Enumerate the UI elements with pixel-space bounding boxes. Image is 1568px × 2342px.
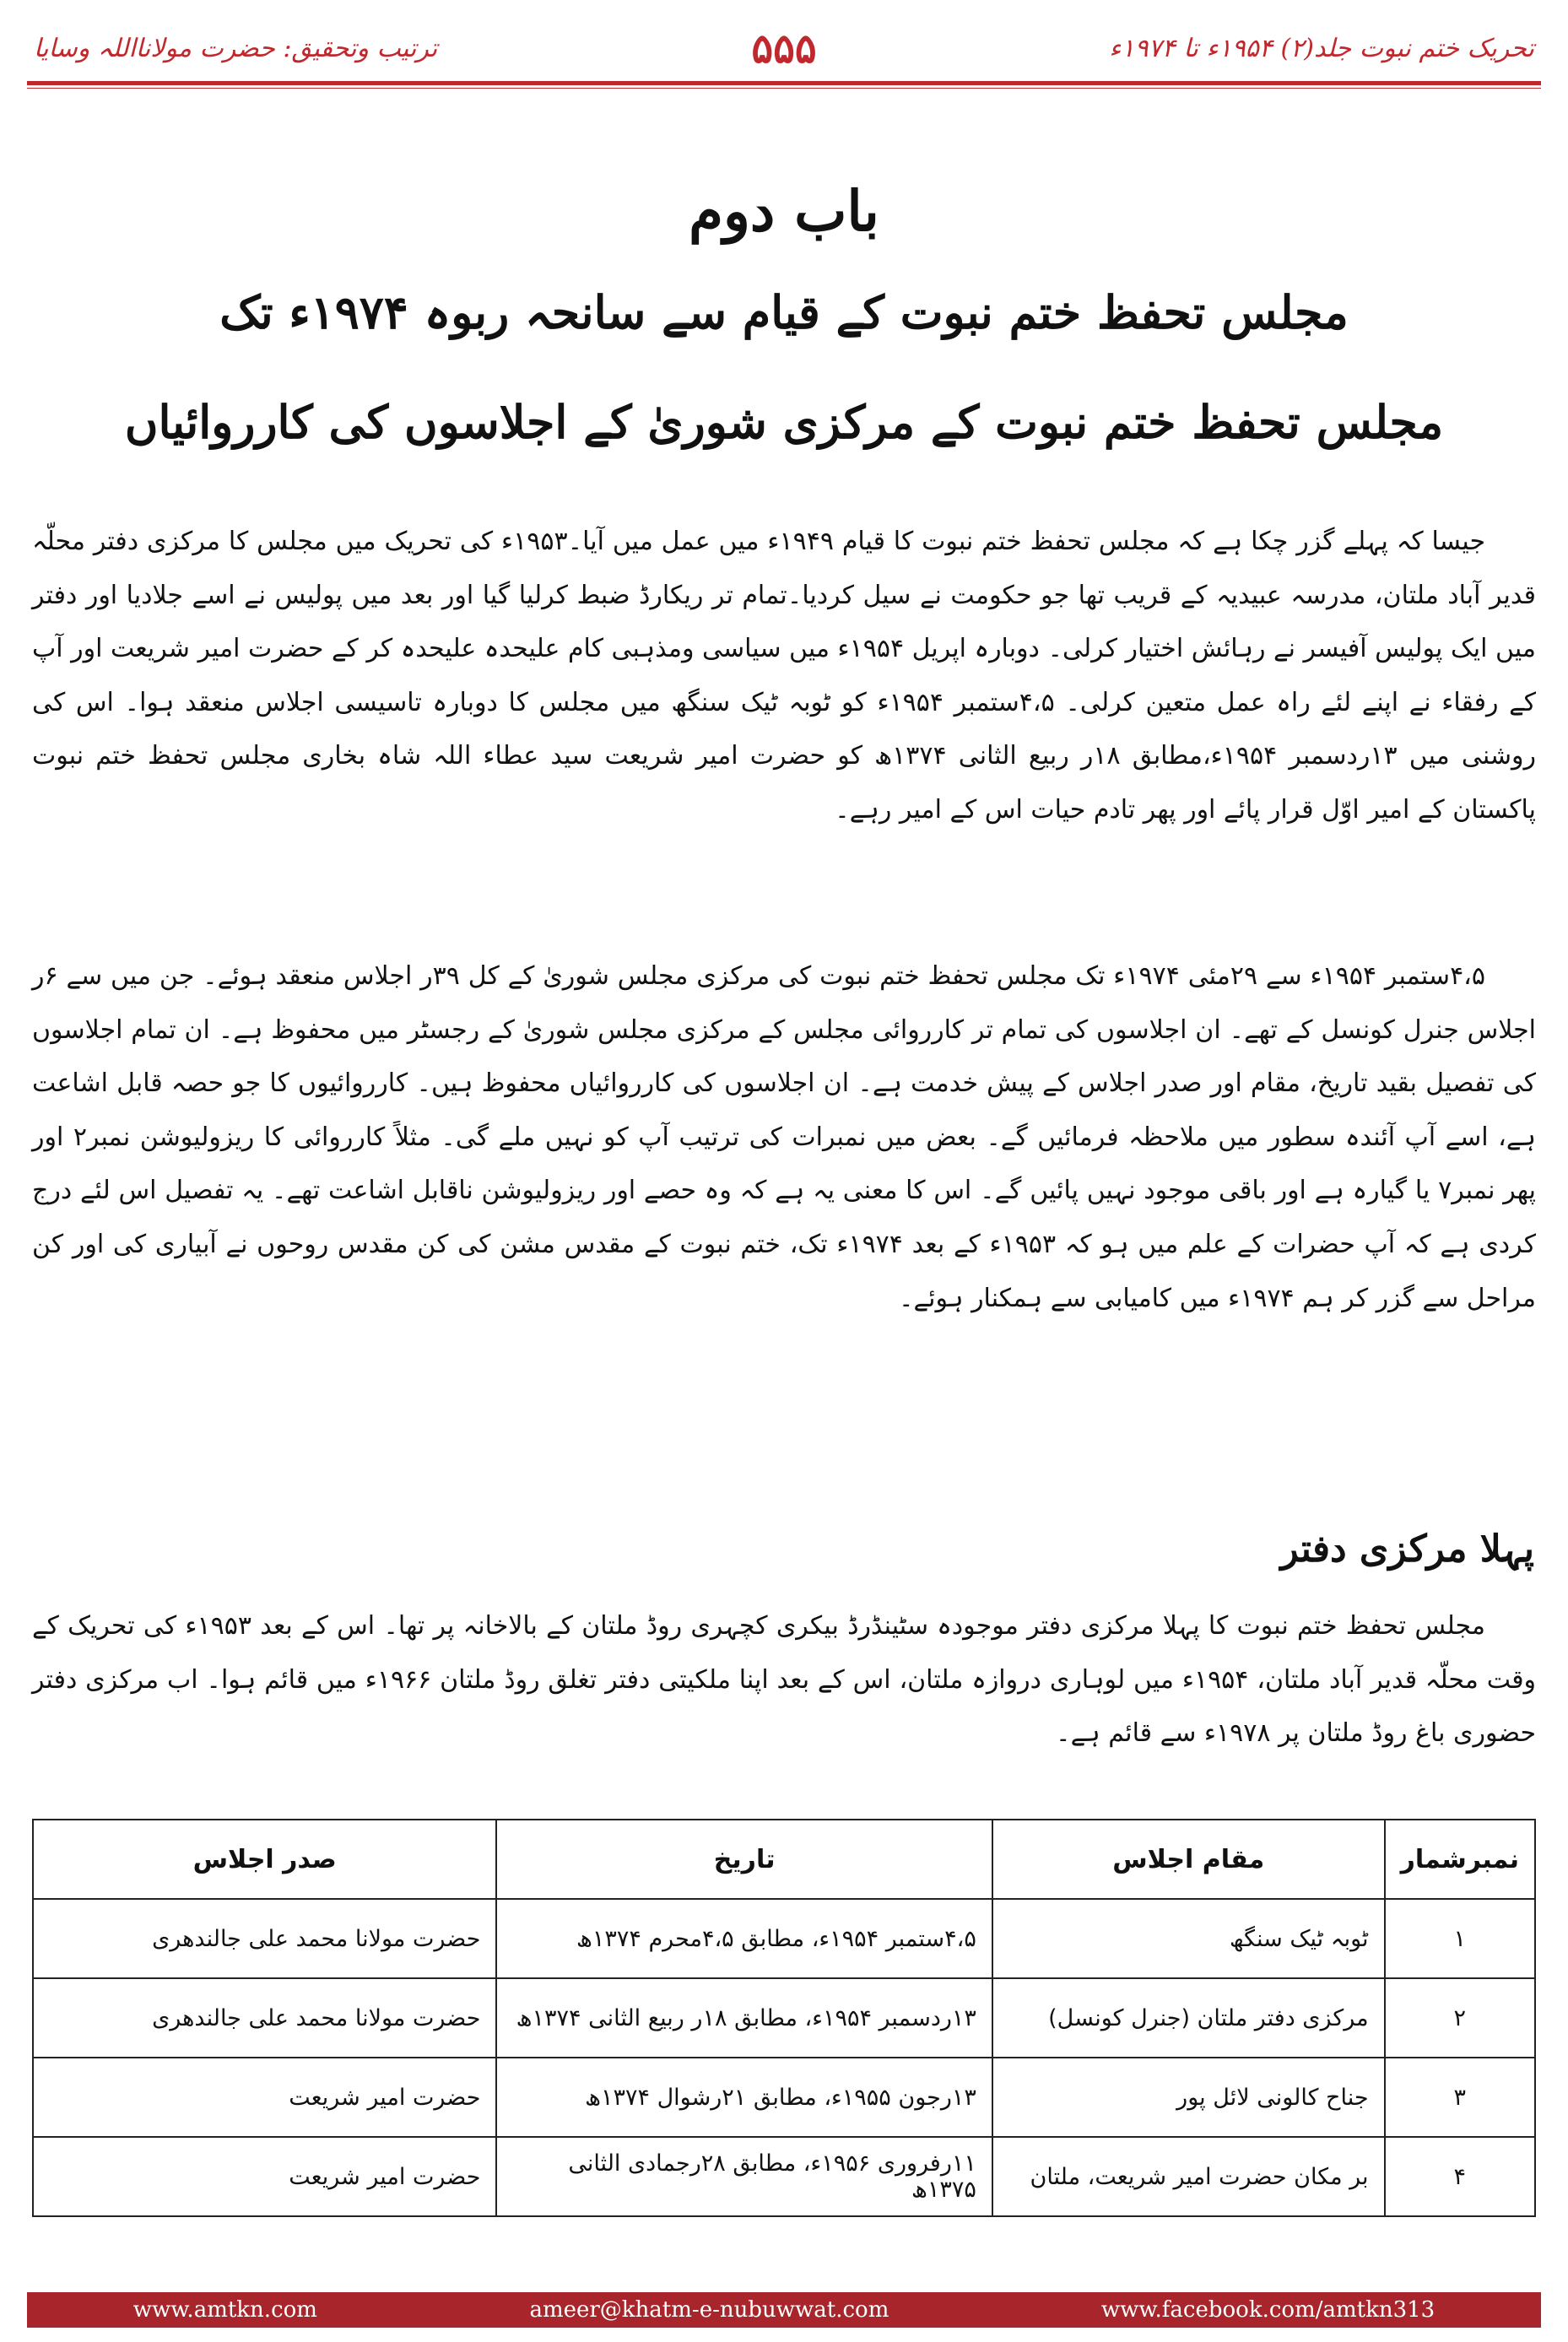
facebook-link[interactable]: www.facebook.com/amtkn313: [1100, 2297, 1436, 2323]
table-row: [33, 2137, 1535, 2216]
section-title: مجلس تحفظ ختم نبوت کے مرکزی شوریٰ کے اجلاسوں کی کارروائیاں: [124, 395, 1444, 449]
paragraph-1: جیسا کہ پہلے گزر چکا ہے کہ مجلس تحفظ ختم نبوت کا قیام ۱۹۴۹ء میں عمل میں آیا۔۱۹۵۳ء کی تحریک میں مجلس کا مرکزی دفتر محلّہ قدیر آباد ملتان، مدرسہ عبیدیہ کے قریب تھا جو حکومت نے سیل کردیا۔تمام تر ریکارڈ ضبط کرلیا گیا اور بعد میں پولیس نے اسے جلادیا اور دفتر میں ایک پولیس آفیسر نے رہائش اختیار کرلی۔ دوبارہ اپریل ۱۹۵۴ء میں سیاسی ومذہبی کام علیحدہ علیحدہ کر کے حضرت امیر شریعت اور آپ کے رفقاء نے اپنے لئے راہ عمل متعین کرلی۔ ۴،۵ستمبر ۱۹۵۴ء کو ٹوبہ ٹیک سنگھ میں مجلس کا دوبارہ تاسیسی اجلاس منعقد ہوا۔ اس کی روشنی میں ۱۳ردسمبر ۱۹۵۴ء،مطابق ۱۸ر ربیع الثانی ۱۳۷۴ھ کو حضرت امیر شریعت سید عطاء اللہ شاہ بخاری مجلس تحفظ ختم نبوت پاکستان کے امیر اوّل قرار پائے اور پھر تادم حیات اس کے امیر رہے۔: [32, 527, 1537, 825]
cell-num: ۴: [1385, 2137, 1535, 2216]
cell-place: جناح کالونی لائل پور: [992, 2058, 1385, 2137]
cell-place: بر مکان حضرت امیر شریعت، ملتان: [992, 2137, 1385, 2216]
table-row: [33, 1978, 1535, 2058]
cell-president: حضرت مولانا محمد علی جالندھری: [33, 1978, 496, 2058]
page-header: [34, 25, 1534, 78]
table-row: [33, 1899, 1535, 1978]
cell-president: حضرت مولانا محمد علی جالندھری: [33, 1899, 496, 1978]
sessions-table: [32, 1819, 1536, 2217]
cell-num: ۲: [1385, 1978, 1535, 2058]
chapter-subtitle: مجلس تحفظ ختم نبوت کے قیام سے سانحہ ربوہ ۱۹۷۴ء تک: [219, 285, 1349, 339]
chapter-title: باب دوم: [689, 178, 879, 244]
email-link[interactable]: ameer@khatm-e-nubuwwat.com: [529, 2297, 889, 2323]
cell-place: ٹوبہ ٹیک سنگھ: [992, 1899, 1385, 1978]
paragraph-sessions: [32, 949, 1536, 1325]
header-rule: [27, 81, 1541, 85]
page-footer: [27, 2292, 1541, 2328]
cell-date: ۴،۵ستمبر ۱۹۵۴ء، مطابق ۴،۵محرم ۱۳۷۴ھ: [496, 1899, 992, 1978]
header-num: نمبرشمار: [1385, 1820, 1535, 1899]
page-number: ۵۵۵: [751, 25, 817, 73]
cell-num: ۱: [1385, 1899, 1535, 1978]
header-date: تاریخ: [496, 1820, 992, 1899]
cell-num: ۳: [1385, 2058, 1535, 2137]
cell-date: ۱۱رفروری ۱۹۵۶ء، مطابق ۲۸رجمادی الثانی ۱۳۷۵ھ: [496, 2137, 992, 2216]
title-block: [34, 165, 1534, 477]
cell-date: ۱۳رجون ۱۹۵۵ء، مطابق ۲۱رشوال ۱۳۷۴ھ: [496, 2058, 992, 2137]
website-link[interactable]: www.amtkn.com: [132, 2297, 317, 2323]
header-place: مقام اجلاس: [992, 1820, 1385, 1899]
sub-heading: پہلا مرکزی دفتر: [1280, 1528, 1534, 1571]
paragraph-intro: [32, 515, 1536, 837]
cell-date: ۱۳ردسمبر ۱۹۵۴ء، مطابق ۱۸ر ربیع الثانی ۱۳۷۴ھ: [496, 1978, 992, 2058]
header-rule-thin: [27, 88, 1541, 89]
book-title: تحریک ختم نبوت جلد(۲) ۱۹۵۴ء تا ۱۹۷۴ء: [1109, 34, 1534, 63]
compiler-credit: ترتیب وتحقیق: حضرت مولانااللہ وسایا: [34, 34, 438, 63]
table-row: [33, 2058, 1535, 2137]
cell-place: مرکزی دفتر ملتان (جنرل کونسل): [992, 1978, 1385, 2058]
header-president: صدر اجلاس: [33, 1820, 496, 1899]
cell-president: حضرت امیر شریعت: [33, 2058, 496, 2137]
paragraph-3: مجلس تحفظ ختم نبوت کا پہلا مرکزی دفتر موجودہ سٹینڈرڈ بیکری کچہری روڈ ملتان کے بالاخانہ پر تھا۔ اس کے بعد ۱۹۵۳ء کی تحریک کے وقت محلّہ قدیر آباد ملتان، ۱۹۵۴ء میں لوہاری دروازہ ملتان، اس کے بعد اپنا ملکیتی دفتر تغلق روڈ ملتان ۱۹۶۶ء میں قائم ہوا۔ اب مرکزی دفتر حضوری باغ روڈ ملتان پر ۱۹۷۸ء سے قائم ہے۔: [32, 1611, 1537, 1749]
paragraph-2: ۴،۵ستمبر ۱۹۵۴ء سے ۲۹مئی ۱۹۷۴ء تک مجلس تحفظ ختم نبوت کی مرکزی مجلس شوریٰ کے کل ۳۹ر اجلاس منعقد ہوئے۔ جن میں سے ۶ر اجلاس جنرل کونسل کے تھے۔ ان اجلاسوں کی تمام تر کارروائی مجلس کے مرکزی مجلس شوریٰ کے رجسٹر میں محفوظ ہے۔ ان تمام اجلاسوں کی تفصیل بقید تاریخ، مقام اور صدر اجلاس کے پیش خدمت ہے۔ ان اجلاسوں کی کارروائیاں محفوظ ہیں۔ کارروائیوں کا جو حصہ قابل اشاعت ہے، اسے آپ آئندہ سطور میں ملاحظہ فرمائیں گے۔ بعض میں نمبرات کی ترتیب آپ کو نہیں ملے گی۔ مثلاً کارروائی کا ریزولیوشن نمبر۲ اور پھر نمبر۷ یا گیارہ ہے اور باقی موجود نہیں پائیں گے۔ اس کا معنی یہ ہے کہ وہ حصے اور ریزولیوشن ناقابل اشاعت تھے۔ یہ تفصیل اس لئے درج کردی ہے کہ آپ حضرات کے علم میں ہو کہ ۱۹۵۳ء کے بعد ۱۹۷۴ء تک، ختم نبوت کے مقدس مشن کی کن مقدس روحوں نے آبیاری کی اور کن مراحل سے گزر کر ہم ۱۹۷۴ء میں کامیابی سے ہمکنار ہوئے۔: [32, 961, 1536, 1313]
table-header-row: [33, 1820, 1535, 1899]
paragraph-office: [32, 1599, 1536, 1761]
cell-president: حضرت امیر شریعت: [33, 2137, 496, 2216]
